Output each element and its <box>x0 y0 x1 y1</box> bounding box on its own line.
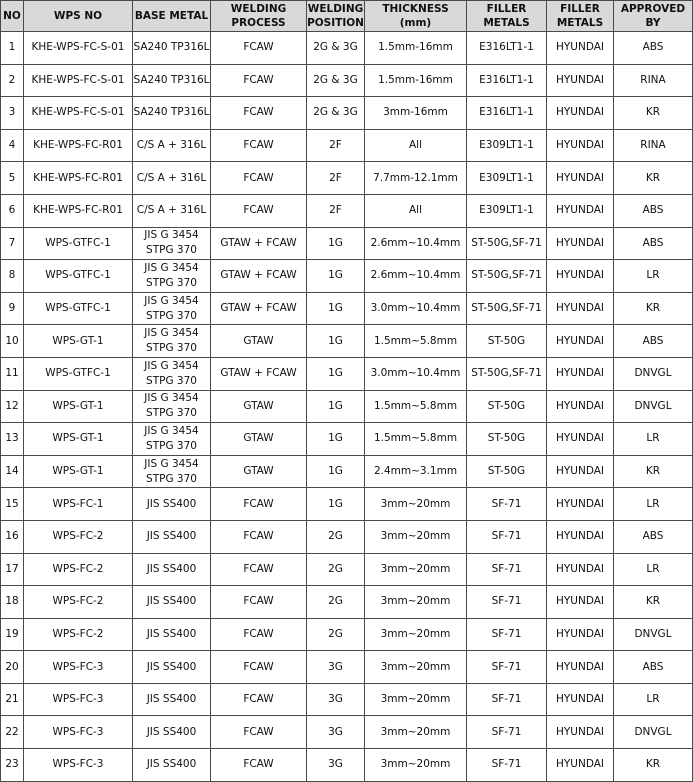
cell-base-metal: SA240 TP316L <box>133 97 211 130</box>
cell-filler-maker: HYUNDAI <box>547 194 614 227</box>
table-row <box>1 129 693 162</box>
cell-approved-by: KR <box>614 455 693 488</box>
cell-welding-process: GTAW <box>211 423 307 456</box>
cell-no: 10 <box>1 325 24 358</box>
cell-thickness: 3mm~20mm <box>365 553 467 586</box>
cell-approved-by: DNVGL <box>614 716 693 749</box>
cell-welding-position: 3G <box>307 716 365 749</box>
cell-welding-process: GTAW + FCAW <box>211 227 307 260</box>
cell-filler-metal: E316LT1-1 <box>467 97 547 130</box>
cell-approved-by: KR <box>614 586 693 619</box>
cell-welding-position: 2G & 3G <box>307 64 365 97</box>
cell-base-metal: JIS SS400 <box>133 749 211 782</box>
cell-filler-metal: ST-50G,SF-71 <box>467 227 547 260</box>
cell-thickness: 3mm~20mm <box>365 749 467 782</box>
cell-filler-metal: ST-50G <box>467 455 547 488</box>
cell-filler-maker: HYUNDAI <box>547 260 614 293</box>
cell-base-metal: JIS SS400 <box>133 651 211 684</box>
table-row <box>1 683 693 716</box>
cell-thickness: 2.4mm~3.1mm <box>365 455 467 488</box>
cell-wps-no: WPS-GT-1 <box>24 455 133 488</box>
cell-no: 8 <box>1 260 24 293</box>
header-filler-maker: FILLER METALS <box>547 1 614 32</box>
cell-thickness: 2.6mm~10.4mm <box>365 227 467 260</box>
cell-welding-position: 2F <box>307 162 365 195</box>
table-row <box>1 292 693 325</box>
header-thickness: THICKNESS (mm) <box>365 1 467 32</box>
cell-base-metal: JIS G 3454 STPG 370 <box>133 292 211 325</box>
cell-filler-maker: HYUNDAI <box>547 227 614 260</box>
table-row <box>1 162 693 195</box>
cell-welding-process: GTAW + FCAW <box>211 260 307 293</box>
table-row <box>1 716 693 749</box>
cell-wps-no: WPS-GT-1 <box>24 325 133 358</box>
cell-wps-no: WPS-GTFC-1 <box>24 292 133 325</box>
header-base-metal: BASE METAL <box>133 1 211 32</box>
header-filler-metals: FILLER METALS <box>467 1 547 32</box>
cell-filler-metal: SF-71 <box>467 683 547 716</box>
cell-welding-position: 2G & 3G <box>307 97 365 130</box>
header-no: NO <box>1 1 24 32</box>
table-row <box>1 651 693 684</box>
cell-thickness: 3mm~20mm <box>365 683 467 716</box>
cell-welding-position: 1G <box>307 488 365 521</box>
cell-welding-process: FCAW <box>211 683 307 716</box>
cell-welding-process: GTAW + FCAW <box>211 357 307 390</box>
cell-filler-maker: HYUNDAI <box>547 651 614 684</box>
cell-welding-position: 1G <box>307 325 365 358</box>
table-row <box>1 390 693 423</box>
cell-no: 6 <box>1 194 24 227</box>
cell-filler-maker: HYUNDAI <box>547 97 614 130</box>
cell-approved-by: LR <box>614 553 693 586</box>
cell-thickness: 7.7mm-12.1mm <box>365 162 467 195</box>
cell-wps-no: WPS-FC-3 <box>24 716 133 749</box>
header-wps-no: WPS NO <box>24 1 133 32</box>
cell-wps-no: KHE-WPS-FC-S-01 <box>24 32 133 65</box>
cell-no: 20 <box>1 651 24 684</box>
table-row <box>1 586 693 619</box>
table-row <box>1 357 693 390</box>
table-body <box>1 32 693 782</box>
cell-welding-process: FCAW <box>211 651 307 684</box>
cell-filler-metal: SF-71 <box>467 651 547 684</box>
cell-welding-position: 1G <box>307 390 365 423</box>
cell-wps-no: WPS-FC-2 <box>24 553 133 586</box>
cell-welding-position: 1G <box>307 357 365 390</box>
cell-welding-process: GTAW <box>211 455 307 488</box>
cell-approved-by: LR <box>614 683 693 716</box>
cell-approved-by: LR <box>614 488 693 521</box>
cell-welding-position: 1G <box>307 260 365 293</box>
cell-approved-by: ABS <box>614 194 693 227</box>
cell-wps-no: WPS-FC-2 <box>24 618 133 651</box>
table-row <box>1 553 693 586</box>
cell-filler-maker: HYUNDAI <box>547 618 614 651</box>
table-row <box>1 423 693 456</box>
cell-approved-by: DNVGL <box>614 390 693 423</box>
cell-welding-position: 1G <box>307 423 365 456</box>
cell-thickness: 2.6mm~10.4mm <box>365 260 467 293</box>
cell-no: 11 <box>1 357 24 390</box>
cell-filler-metal: SF-71 <box>467 520 547 553</box>
cell-no: 14 <box>1 455 24 488</box>
cell-approved-by: ABS <box>614 32 693 65</box>
cell-approved-by: KR <box>614 292 693 325</box>
cell-filler-metal: SF-71 <box>467 553 547 586</box>
cell-thickness: 1.5mm-16mm <box>365 32 467 65</box>
cell-welding-process: FCAW <box>211 488 307 521</box>
cell-welding-position: 1G <box>307 455 365 488</box>
cell-wps-no: WPS-FC-3 <box>24 683 133 716</box>
cell-no: 22 <box>1 716 24 749</box>
cell-filler-maker: HYUNDAI <box>547 716 614 749</box>
table-row <box>1 64 693 97</box>
cell-welding-position: 1G <box>307 292 365 325</box>
cell-wps-no: KHE-WPS-FC-S-01 <box>24 97 133 130</box>
header-welding-position: WELDING POSITION <box>307 1 365 32</box>
cell-no: 3 <box>1 97 24 130</box>
cell-filler-maker: HYUNDAI <box>547 32 614 65</box>
cell-wps-no: WPS-GT-1 <box>24 423 133 456</box>
cell-wps-no: WPS-FC-1 <box>24 488 133 521</box>
cell-welding-process: FCAW <box>211 553 307 586</box>
cell-filler-metal: E309LT1-1 <box>467 129 547 162</box>
cell-approved-by: KR <box>614 749 693 782</box>
cell-approved-by: DNVGL <box>614 618 693 651</box>
cell-welding-position: 1G <box>307 227 365 260</box>
cell-welding-position: 2G <box>307 586 365 619</box>
cell-no: 2 <box>1 64 24 97</box>
cell-thickness: 3mm~20mm <box>365 716 467 749</box>
cell-filler-maker: HYUNDAI <box>547 325 614 358</box>
cell-wps-no: KHE-WPS-FC-R01 <box>24 194 133 227</box>
cell-thickness: 1.5mm~5.8mm <box>365 423 467 456</box>
cell-base-metal: C/S A + 316L <box>133 162 211 195</box>
cell-filler-metal: SF-71 <box>467 716 547 749</box>
cell-welding-process: FCAW <box>211 64 307 97</box>
cell-welding-process: FCAW <box>211 586 307 619</box>
cell-base-metal: JIS SS400 <box>133 716 211 749</box>
table-row <box>1 32 693 65</box>
cell-approved-by: RINA <box>614 64 693 97</box>
cell-welding-process: FCAW <box>211 618 307 651</box>
table-row <box>1 260 693 293</box>
cell-welding-position: 3G <box>307 683 365 716</box>
cell-base-metal: JIS SS400 <box>133 683 211 716</box>
table-header <box>1 1 693 32</box>
cell-no: 1 <box>1 32 24 65</box>
cell-filler-maker: HYUNDAI <box>547 488 614 521</box>
cell-thickness: All <box>365 194 467 227</box>
cell-base-metal: JIS SS400 <box>133 618 211 651</box>
cell-filler-metal: E309LT1-1 <box>467 162 547 195</box>
cell-thickness: 1.5mm~5.8mm <box>365 390 467 423</box>
cell-wps-no: WPS-FC-3 <box>24 651 133 684</box>
cell-filler-maker: HYUNDAI <box>547 749 614 782</box>
table-row <box>1 618 693 651</box>
cell-approved-by: LR <box>614 423 693 456</box>
cell-base-metal: JIS SS400 <box>133 520 211 553</box>
cell-approved-by: ABS <box>614 325 693 358</box>
cell-welding-process: GTAW <box>211 325 307 358</box>
cell-base-metal: JIS G 3454 STPG 370 <box>133 325 211 358</box>
cell-no: 13 <box>1 423 24 456</box>
header-row <box>1 1 693 32</box>
cell-filler-metal: ST-50G,SF-71 <box>467 357 547 390</box>
cell-filler-metal: SF-71 <box>467 618 547 651</box>
cell-welding-position: 2F <box>307 129 365 162</box>
cell-no: 23 <box>1 749 24 782</box>
cell-no: 18 <box>1 586 24 619</box>
cell-wps-no: KHE-WPS-FC-R01 <box>24 162 133 195</box>
cell-welding-process: FCAW <box>211 32 307 65</box>
cell-thickness: 3mm-16mm <box>365 97 467 130</box>
cell-no: 12 <box>1 390 24 423</box>
cell-welding-position: 3G <box>307 749 365 782</box>
cell-base-metal: C/S A + 316L <box>133 194 211 227</box>
cell-welding-process: FCAW <box>211 129 307 162</box>
cell-thickness: 3mm~20mm <box>365 618 467 651</box>
cell-wps-no: WPS-FC-2 <box>24 520 133 553</box>
cell-filler-metal: ST-50G,SF-71 <box>467 292 547 325</box>
cell-filler-metal: ST-50G <box>467 325 547 358</box>
cell-welding-position: 2G <box>307 618 365 651</box>
cell-no: 9 <box>1 292 24 325</box>
cell-no: 19 <box>1 618 24 651</box>
cell-welding-process: FCAW <box>211 194 307 227</box>
cell-filler-metal: ST-50G,SF-71 <box>467 260 547 293</box>
table-row <box>1 520 693 553</box>
cell-wps-no: WPS-GT-1 <box>24 390 133 423</box>
cell-no: 7 <box>1 227 24 260</box>
header-approved-by: APPROVED BY <box>614 1 693 32</box>
table-row <box>1 455 693 488</box>
cell-welding-position: 3G <box>307 651 365 684</box>
cell-approved-by: ABS <box>614 520 693 553</box>
cell-base-metal: JIS G 3454 STPG 370 <box>133 390 211 423</box>
cell-welding-process: FCAW <box>211 749 307 782</box>
cell-thickness: 3.0mm~10.4mm <box>365 292 467 325</box>
cell-filler-metal: E316LT1-1 <box>467 32 547 65</box>
cell-wps-no: KHE-WPS-FC-S-01 <box>24 64 133 97</box>
cell-welding-process: GTAW <box>211 390 307 423</box>
cell-wps-no: KHE-WPS-FC-R01 <box>24 129 133 162</box>
cell-approved-by: ABS <box>614 651 693 684</box>
table-row <box>1 227 693 260</box>
cell-filler-maker: HYUNDAI <box>547 129 614 162</box>
cell-thickness: All <box>365 129 467 162</box>
cell-welding-process: FCAW <box>211 520 307 553</box>
cell-approved-by: RINA <box>614 129 693 162</box>
cell-welding-process: FCAW <box>211 716 307 749</box>
cell-base-metal: C/S A + 316L <box>133 129 211 162</box>
cell-welding-position: 2G <box>307 520 365 553</box>
cell-wps-no: WPS-FC-2 <box>24 586 133 619</box>
cell-approved-by: LR <box>614 260 693 293</box>
cell-thickness: 3.0mm~10.4mm <box>365 357 467 390</box>
cell-filler-metal: SF-71 <box>467 586 547 619</box>
cell-base-metal: SA240 TP316L <box>133 32 211 65</box>
cell-no: 21 <box>1 683 24 716</box>
cell-filler-metal: SF-71 <box>467 488 547 521</box>
cell-thickness: 3mm~20mm <box>365 651 467 684</box>
cell-approved-by: KR <box>614 97 693 130</box>
cell-approved-by: KR <box>614 162 693 195</box>
cell-base-metal: JIS SS400 <box>133 586 211 619</box>
table-row <box>1 749 693 782</box>
cell-thickness: 3mm~20mm <box>365 488 467 521</box>
cell-wps-no: WPS-GTFC-1 <box>24 260 133 293</box>
cell-wps-no: WPS-GTFC-1 <box>24 227 133 260</box>
cell-wps-no: WPS-GTFC-1 <box>24 357 133 390</box>
cell-welding-position: 2F <box>307 194 365 227</box>
cell-filler-maker: HYUNDAI <box>547 455 614 488</box>
table-row <box>1 194 693 227</box>
cell-filler-metal: ST-50G <box>467 390 547 423</box>
cell-base-metal: JIS G 3454 STPG 370 <box>133 260 211 293</box>
cell-filler-maker: HYUNDAI <box>547 683 614 716</box>
cell-base-metal: JIS SS400 <box>133 488 211 521</box>
header-welding-process: WELDING PROCESS <box>211 1 307 32</box>
cell-filler-maker: HYUNDAI <box>547 553 614 586</box>
cell-no: 4 <box>1 129 24 162</box>
table-row <box>1 488 693 521</box>
cell-base-metal: JIS G 3454 STPG 370 <box>133 227 211 260</box>
cell-approved-by: ABS <box>614 227 693 260</box>
cell-filler-maker: HYUNDAI <box>547 162 614 195</box>
table-row <box>1 325 693 358</box>
cell-thickness: 1.5mm-16mm <box>365 64 467 97</box>
cell-base-metal: JIS G 3454 STPG 370 <box>133 423 211 456</box>
cell-welding-position: 2G & 3G <box>307 32 365 65</box>
cell-thickness: 3mm~20mm <box>365 520 467 553</box>
cell-no: 16 <box>1 520 24 553</box>
cell-welding-process: GTAW + FCAW <box>211 292 307 325</box>
cell-thickness: 1.5mm~5.8mm <box>365 325 467 358</box>
cell-welding-process: FCAW <box>211 162 307 195</box>
cell-filler-metal: E316LT1-1 <box>467 64 547 97</box>
cell-no: 15 <box>1 488 24 521</box>
cell-wps-no: WPS-FC-3 <box>24 749 133 782</box>
cell-approved-by: DNVGL <box>614 357 693 390</box>
cell-filler-maker: HYUNDAI <box>547 390 614 423</box>
cell-welding-position: 2G <box>307 553 365 586</box>
cell-welding-process: FCAW <box>211 97 307 130</box>
cell-filler-maker: HYUNDAI <box>547 64 614 97</box>
cell-filler-maker: HYUNDAI <box>547 586 614 619</box>
cell-base-metal: JIS G 3454 STPG 370 <box>133 455 211 488</box>
cell-base-metal: JIS G 3454 STPG 370 <box>133 357 211 390</box>
cell-no: 17 <box>1 553 24 586</box>
cell-filler-maker: HYUNDAI <box>547 423 614 456</box>
cell-thickness: 3mm~20mm <box>365 586 467 619</box>
table-row <box>1 97 693 130</box>
cell-base-metal: JIS SS400 <box>133 553 211 586</box>
cell-base-metal: SA240 TP316L <box>133 64 211 97</box>
cell-no: 5 <box>1 162 24 195</box>
cell-filler-metal: ST-50G <box>467 423 547 456</box>
cell-filler-metal: E309LT1-1 <box>467 194 547 227</box>
cell-filler-metal: SF-71 <box>467 749 547 782</box>
cell-filler-maker: HYUNDAI <box>547 292 614 325</box>
cell-filler-maker: HYUNDAI <box>547 520 614 553</box>
cell-filler-maker: HYUNDAI <box>547 357 614 390</box>
